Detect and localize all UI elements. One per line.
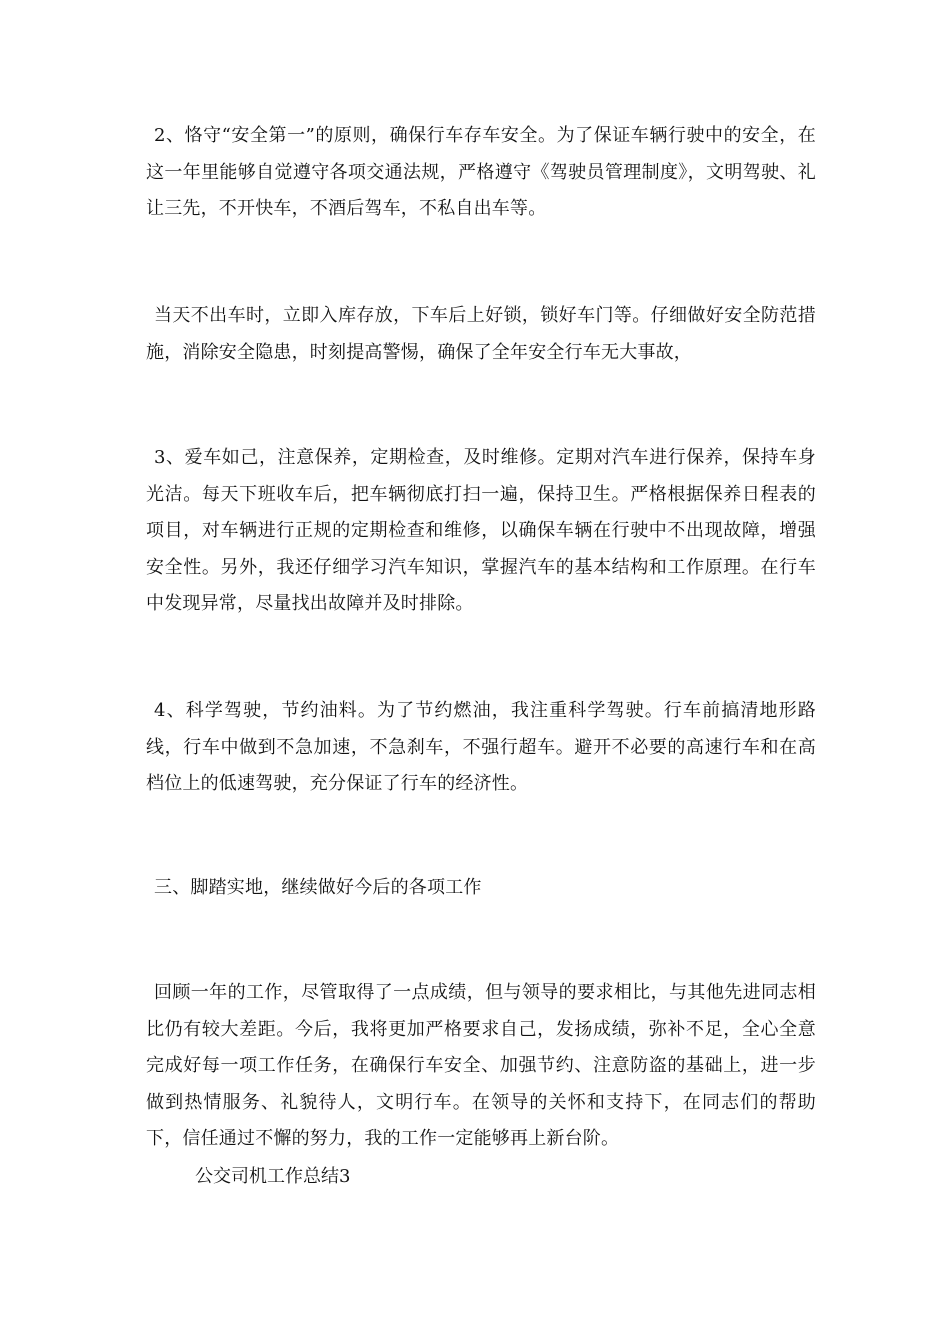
paragraph-review: 回顾一年的工作，尽管取得了一点成绩，但与领导的要求相比，与其他先进同志相比仍有较大差距。今后，我将更加严格要求自己，发扬成绩，弥补不足，全心全意完成好每一项工作任务，在确保行车安全、加强节约、注意防盗的基础上，进一步做到热情服务、礼貌待人，文明行车。在领导的关怀和支持下，在同志们的帮助下，信任通过不懈的努力，我的工作一定能够再上新台阶。	[146, 982, 816, 1149]
paragraph-parking-safety: 当天不出车时，立即入库存放，下车后上好锁，锁好车门等。仔细做好安全防范措施，消除安全隐患，时刻提高警惕，确保了全年安全行车无大事故，	[146, 305, 816, 363]
paragraph-vehicle-maintenance: 3、爱车如己，注意保养，定期检查，及时维修。定期对汽车进行保养，保持车身光洁。每天下班收车后，把车辆彻底打扫一遍，保持卫生。严格根据保养日程表的项目，对车辆进行正规的定期检查和维修，以确保车辆在行驶中不出现故障，增强安全性。另外，我还仔细学习汽车知识，掌握汽车的基本结构和工作原理。在行车中发现异常，尽量找出故障并及时排除。	[146, 447, 816, 614]
next-document-title: 公交司机工作总结3	[195, 1166, 351, 1187]
paragraph-safety-first: 2、恪守“安全第一”的原则，确保行车存车安全。为了保证车辆行驶中的安全，在这一年里能够自觉遵守各项交通法规，严格遵守《驾驶员管理制度》，文明驾驶、礼让三先，不开快车，不酒后驾车，不私自出车等。	[146, 125, 816, 219]
section-heading-future-work: 三、脚踏实地，继续做好今后的各项工作	[154, 877, 482, 898]
paragraph-fuel-saving: 4、科学驾驶，节约油料。为了节约燃油，我注重科学驾驶。行车前搞清地形路线，行车中做到不急加速，不急刹车，不强行超车。避开不必要的高速行车和在高档位上的低速驾驶，充分保证了行车的经济性。	[146, 700, 816, 794]
